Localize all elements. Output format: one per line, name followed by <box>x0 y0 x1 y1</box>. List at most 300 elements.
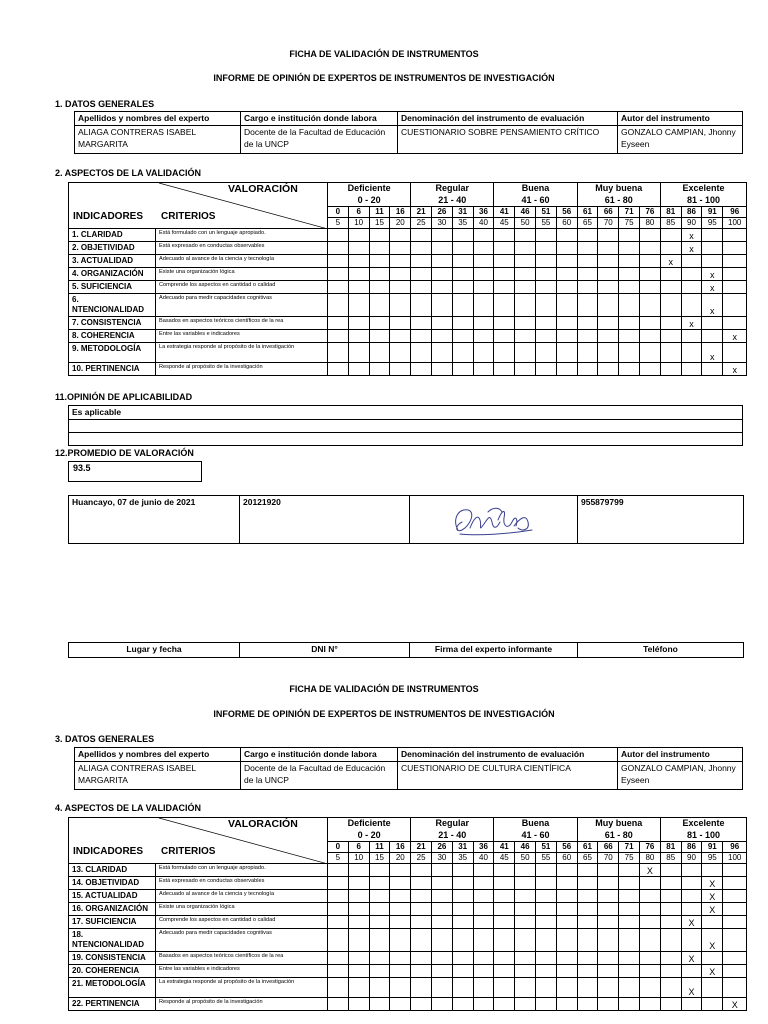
rating-cell <box>681 255 702 268</box>
rating-cell <box>536 877 557 890</box>
rating-cell <box>494 978 515 998</box>
rating-cell <box>598 281 619 294</box>
criterion-cell: La estrategia responde al propósito de la investigación <box>156 343 328 363</box>
rating-cell <box>660 890 681 903</box>
rating-cell <box>536 229 557 242</box>
rating-cell <box>619 877 640 890</box>
rating-cell <box>577 363 598 376</box>
rating-cell <box>369 916 390 929</box>
rating-cell <box>452 268 473 281</box>
rating-cell <box>411 229 432 242</box>
rating-cell <box>536 317 557 330</box>
rating-cell <box>452 343 473 363</box>
rating-cell <box>494 903 515 916</box>
table-row <box>69 242 747 255</box>
valoracion-label: VALORACIÓN <box>228 818 298 830</box>
rating-cell <box>369 965 390 978</box>
rating-mark: X <box>681 978 702 998</box>
rating-cell <box>681 864 702 877</box>
group-range: 41 - 60 <box>494 195 577 207</box>
criterion-cell: Entre las variables e indicadores <box>156 965 328 978</box>
scale-high: 35 <box>452 853 473 864</box>
criterion-cell: Existe una organización lógica <box>156 903 328 916</box>
table-row <box>69 998 747 1011</box>
rating-cell <box>390 229 411 242</box>
rating-cell <box>598 998 619 1011</box>
signature-cell <box>410 496 578 544</box>
rating-cell <box>660 330 681 343</box>
criterion-cell: Basados en aspectos teóricos científicos de la rea <box>156 317 328 330</box>
opinion-value: Es aplicable <box>69 406 743 420</box>
general-header-expert: Apellidos y nombres del experto <box>75 112 241 126</box>
general-header-instrument: Denominación del instrumento de evaluación <box>398 112 618 126</box>
scale-high: 50 <box>515 853 536 864</box>
indicator-cell: 17. SUFICIENCIA <box>69 916 156 929</box>
rating-cell <box>577 965 598 978</box>
rating-cell <box>452 864 473 877</box>
rating-cell <box>473 998 494 1011</box>
rating-cell <box>348 363 369 376</box>
rating-cell <box>369 998 390 1011</box>
criterion-cell: Responde al propósito de la investigación <box>156 363 328 376</box>
rating-cell <box>369 255 390 268</box>
rating-cell <box>390 268 411 281</box>
rating-cell <box>702 864 723 877</box>
rating-cell <box>515 877 536 890</box>
form1-promedio-heading: 12.PROMEDIO DE VALORACIÓN <box>55 448 194 458</box>
rating-cell <box>452 998 473 1011</box>
rating-cell <box>411 890 432 903</box>
scale-low: 36 <box>473 842 494 853</box>
rating-cell <box>660 929 681 952</box>
rating-cell <box>515 929 536 952</box>
rating-cell <box>556 916 577 929</box>
form2-general-heading: 3. DATOS GENERALES <box>55 734 155 744</box>
scale-low: 26 <box>432 842 453 853</box>
rating-cell <box>556 294 577 317</box>
rating-cell <box>348 294 369 317</box>
rating-cell <box>660 903 681 916</box>
rating-cell <box>328 281 349 294</box>
rating-cell <box>577 929 598 952</box>
rating-cell <box>494 864 515 877</box>
criterion-cell: Adecuado al avance de la ciencia y tecnología <box>156 255 328 268</box>
rating-cell <box>473 363 494 376</box>
scale-low: 51 <box>536 842 557 853</box>
table-row <box>69 363 747 376</box>
rating-cell <box>619 229 640 242</box>
rating-cell <box>619 903 640 916</box>
group-name: Muy buena <box>577 818 660 830</box>
rating-cell <box>660 281 681 294</box>
rating-cell <box>515 343 536 363</box>
rating-cell <box>619 255 640 268</box>
rating-cell <box>536 363 557 376</box>
indicator-cell: 10. PERTINENCIA <box>69 363 156 376</box>
rating-cell <box>536 330 557 343</box>
rating-cell <box>619 952 640 965</box>
rating-cell <box>515 330 536 343</box>
rating-cell <box>452 978 473 998</box>
scale-high: 30 <box>432 853 453 864</box>
rating-cell <box>452 281 473 294</box>
rating-cell <box>452 317 473 330</box>
rating-cell <box>556 363 577 376</box>
rating-cell <box>390 330 411 343</box>
scale-high: 45 <box>494 218 515 229</box>
rating-cell <box>660 965 681 978</box>
rating-cell <box>681 330 702 343</box>
scale-low: 0 <box>328 207 349 218</box>
rating-cell <box>348 998 369 1011</box>
rating-cell <box>640 268 661 281</box>
rating-cell <box>432 281 453 294</box>
opinion-empty-row <box>69 433 743 446</box>
rating-cell <box>390 281 411 294</box>
rating-cell <box>598 242 619 255</box>
scale-high: 80 <box>640 853 661 864</box>
rating-cell <box>411 363 432 376</box>
expert-name: ALIAGA CONTRERAS ISABEL MARGARITA <box>75 762 241 790</box>
rating-cell <box>556 317 577 330</box>
criterion-cell: La estrategia responde al propósito de la investigación <box>156 978 328 998</box>
rating-cell <box>536 929 557 952</box>
rating-cell <box>515 916 536 929</box>
rating-cell <box>515 864 536 877</box>
rating-cell <box>452 255 473 268</box>
scale-high: 10 <box>348 218 369 229</box>
rating-cell <box>473 268 494 281</box>
rating-cell <box>619 998 640 1011</box>
rating-cell <box>640 294 661 317</box>
rating-cell <box>494 330 515 343</box>
rating-cell <box>515 952 536 965</box>
indicator-cell: 2. OBJETIVIDAD <box>69 242 156 255</box>
table-row <box>69 229 747 242</box>
rating-cell <box>556 255 577 268</box>
promedio-value: 93.5 <box>68 461 202 482</box>
footer-label-signature: Firma del experto informante <box>410 643 578 658</box>
rating-cell <box>619 343 640 363</box>
rating-cell <box>660 864 681 877</box>
indicator-cell: 7. CONSISTENCIA <box>69 317 156 330</box>
group-name: Buena <box>494 818 577 830</box>
scale-high: 55 <box>536 853 557 864</box>
scale-high: 75 <box>619 853 640 864</box>
rating-cell <box>723 903 747 916</box>
rating-cell <box>619 317 640 330</box>
rating-cell <box>640 978 661 998</box>
rating-cell <box>328 229 349 242</box>
rating-cell <box>723 268 747 281</box>
rating-cell <box>328 255 349 268</box>
rating-cell <box>515 903 536 916</box>
rating-cell <box>640 281 661 294</box>
rating-cell <box>473 294 494 317</box>
rating-cell <box>328 864 349 877</box>
form2-title: FICHA DE VALIDACIÓN DE INSTRUMENTOS <box>289 684 479 694</box>
form2-subtitle: INFORME DE OPINIÓN DE EXPERTOS DE INSTRUMENTOS DE INVESTIGACIÓN <box>213 709 555 719</box>
form1-general-table <box>74 111 743 154</box>
rating-cell <box>723 929 747 952</box>
rating-cell <box>598 317 619 330</box>
rating-cell <box>494 916 515 929</box>
rating-cell <box>473 952 494 965</box>
rating-cell <box>348 864 369 877</box>
rating-cell <box>723 890 747 903</box>
scale-low: 51 <box>536 207 557 218</box>
rating-cell <box>515 317 536 330</box>
criterion-cell: Entre las variables e indicadores <box>156 330 328 343</box>
rating-cell <box>702 330 723 343</box>
rating-cell <box>411 952 432 965</box>
indicator-cell: 3. ACTUALIDAD <box>69 255 156 268</box>
rating-cell <box>432 929 453 952</box>
rating-cell <box>494 317 515 330</box>
rating-cell <box>598 952 619 965</box>
group-range: 61 - 80 <box>577 830 660 842</box>
validation-table <box>68 182 747 376</box>
rating-cell <box>723 317 747 330</box>
scale-high: 75 <box>619 218 640 229</box>
rating-cell <box>494 965 515 978</box>
rating-cell <box>452 916 473 929</box>
group-range: 0 - 20 <box>328 195 411 207</box>
rating-cell <box>473 864 494 877</box>
rating-cell <box>681 294 702 317</box>
rating-cell <box>577 978 598 998</box>
rating-cell <box>681 890 702 903</box>
rating-mark: x <box>702 281 723 294</box>
rating-cell <box>681 998 702 1011</box>
rating-cell <box>348 978 369 998</box>
rating-cell <box>328 877 349 890</box>
rating-cell <box>452 890 473 903</box>
rating-mark: X <box>681 916 702 929</box>
rating-cell <box>556 965 577 978</box>
scale-low: 86 <box>681 842 702 853</box>
rating-cell <box>660 363 681 376</box>
rating-cell <box>598 903 619 916</box>
rating-cell <box>640 317 661 330</box>
rating-cell <box>390 929 411 952</box>
rating-cell <box>515 363 536 376</box>
scale-high: 60 <box>556 853 577 864</box>
table-row <box>69 268 747 281</box>
criterion-cell: Responde al propósito de la investigación <box>156 998 328 1011</box>
rating-cell <box>432 343 453 363</box>
rating-cell <box>494 952 515 965</box>
rating-cell <box>494 877 515 890</box>
rating-cell <box>640 965 661 978</box>
instrument-author: GONZALO CAMPIAN, Jhonny Eyseen <box>618 762 743 790</box>
rating-mark: x <box>702 294 723 317</box>
rating-cell <box>348 343 369 363</box>
rating-cell <box>681 268 702 281</box>
rating-cell <box>681 281 702 294</box>
validation-table <box>68 817 747 1011</box>
rating-cell <box>369 978 390 998</box>
group-range: 41 - 60 <box>494 830 577 842</box>
indicator-cell: 15. ACTUALIDAD <box>69 890 156 903</box>
rating-cell <box>369 363 390 376</box>
rating-cell <box>348 229 369 242</box>
rating-cell <box>660 343 681 363</box>
rating-mark: x <box>702 268 723 281</box>
rating-cell <box>598 343 619 363</box>
rating-cell <box>473 916 494 929</box>
rating-cell <box>619 965 640 978</box>
rating-cell <box>556 952 577 965</box>
criterion-cell: Comprende los aspectos en cantidad o calidad <box>156 916 328 929</box>
rating-cell <box>723 978 747 998</box>
rating-cell <box>640 363 661 376</box>
rating-mark: X <box>702 965 723 978</box>
scale-low: 71 <box>619 842 640 853</box>
rating-cell <box>432 965 453 978</box>
rating-cell <box>432 978 453 998</box>
rating-cell <box>556 864 577 877</box>
indicator-cell: 6. NTENCIONALIDAD <box>69 294 156 317</box>
rating-cell <box>515 268 536 281</box>
general-header-author: Autor del instrumento <box>618 748 743 762</box>
instrument-name: CUESTIONARIO DE CULTURA CIENTÍFICA <box>398 762 618 790</box>
rating-cell <box>723 242 747 255</box>
scale-high: 85 <box>660 853 681 864</box>
rating-cell <box>411 877 432 890</box>
scale-low: 26 <box>432 207 453 218</box>
rating-cell <box>598 330 619 343</box>
rating-cell <box>556 229 577 242</box>
rating-cell <box>369 343 390 363</box>
rating-cell <box>536 294 557 317</box>
rating-cell <box>536 890 557 903</box>
rating-cell <box>348 242 369 255</box>
rating-cell <box>619 281 640 294</box>
rating-cell <box>660 952 681 965</box>
rating-cell <box>390 294 411 317</box>
expert-cargo: Docente de la Facultad de Educación de la UNCP <box>241 126 398 154</box>
scale-low: 81 <box>660 207 681 218</box>
rating-cell <box>473 877 494 890</box>
scale-low: 76 <box>640 207 661 218</box>
rating-cell <box>619 242 640 255</box>
scale-low: 46 <box>515 207 536 218</box>
rating-cell <box>390 903 411 916</box>
rating-cell <box>598 255 619 268</box>
rating-mark: X <box>640 864 661 877</box>
rating-mark: X <box>702 890 723 903</box>
rating-cell <box>494 268 515 281</box>
rating-cell <box>660 978 681 998</box>
group-range: 81 - 100 <box>660 195 746 207</box>
group-name: Excelente <box>660 183 746 195</box>
rating-cell <box>411 998 432 1011</box>
header-indicator-criteria-block <box>69 183 328 229</box>
scale-high: 100 <box>723 218 747 229</box>
scale-high: 70 <box>598 218 619 229</box>
rating-mark: x <box>681 317 702 330</box>
rating-cell <box>452 229 473 242</box>
scale-high: 65 <box>577 853 598 864</box>
rating-cell <box>515 294 536 317</box>
scale-low: 16 <box>390 842 411 853</box>
scale-high: 60 <box>556 218 577 229</box>
table-row <box>69 929 747 952</box>
rating-cell <box>660 916 681 929</box>
rating-cell <box>369 864 390 877</box>
rating-cell <box>577 998 598 1011</box>
scale-high: 30 <box>432 218 453 229</box>
rating-cell <box>473 978 494 998</box>
rating-cell <box>681 877 702 890</box>
indicator-cell: 21. METODOLOGÍA <box>69 978 156 998</box>
rating-cell <box>577 317 598 330</box>
footer-label-dni: DNI N° <box>240 643 410 658</box>
scale-high: 10 <box>348 853 369 864</box>
rating-cell <box>369 242 390 255</box>
rating-cell <box>390 965 411 978</box>
general-header-instrument: Denominación del instrumento de evaluación <box>398 748 618 762</box>
rating-cell <box>640 998 661 1011</box>
rating-cell <box>432 229 453 242</box>
rating-cell <box>432 268 453 281</box>
rating-cell <box>640 330 661 343</box>
rating-cell <box>577 903 598 916</box>
rating-cell <box>494 343 515 363</box>
rating-cell <box>411 903 432 916</box>
rating-cell <box>702 952 723 965</box>
group-name: Regular <box>411 183 494 195</box>
rating-cell <box>390 998 411 1011</box>
rating-cell <box>619 864 640 877</box>
rating-cell <box>328 903 349 916</box>
rating-cell <box>432 864 453 877</box>
rating-cell <box>494 281 515 294</box>
rating-cell <box>328 330 349 343</box>
rating-cell <box>473 903 494 916</box>
rating-cell <box>515 242 536 255</box>
scale-high: 50 <box>515 218 536 229</box>
rating-cell <box>619 978 640 998</box>
form1-opinion-heading: 11.OPINIÓN DE APLICABILIDAD <box>55 392 193 402</box>
group-name: Excelente <box>660 818 746 830</box>
rating-cell <box>640 929 661 952</box>
rating-cell <box>348 255 369 268</box>
table-row <box>69 294 747 317</box>
table-row <box>69 890 747 903</box>
rating-cell <box>411 864 432 877</box>
rating-cell <box>328 952 349 965</box>
rating-mark: X <box>702 877 723 890</box>
rating-cell <box>723 281 747 294</box>
general-header-author: Autor del instrumento <box>618 112 743 126</box>
rating-cell <box>598 916 619 929</box>
criterion-cell: Existe una organización lógica <box>156 268 328 281</box>
rating-cell <box>494 890 515 903</box>
rating-cell <box>473 330 494 343</box>
rating-cell <box>619 916 640 929</box>
scale-high: 20 <box>390 218 411 229</box>
criterion-cell: Adecuado al avance de la ciencia y tecnología <box>156 890 328 903</box>
criterion-cell: Está expresado en conductas observables <box>156 877 328 890</box>
rating-cell <box>369 229 390 242</box>
rating-cell <box>681 929 702 952</box>
table-row <box>69 916 747 929</box>
rating-cell <box>577 281 598 294</box>
rating-cell <box>390 363 411 376</box>
rating-cell <box>598 965 619 978</box>
